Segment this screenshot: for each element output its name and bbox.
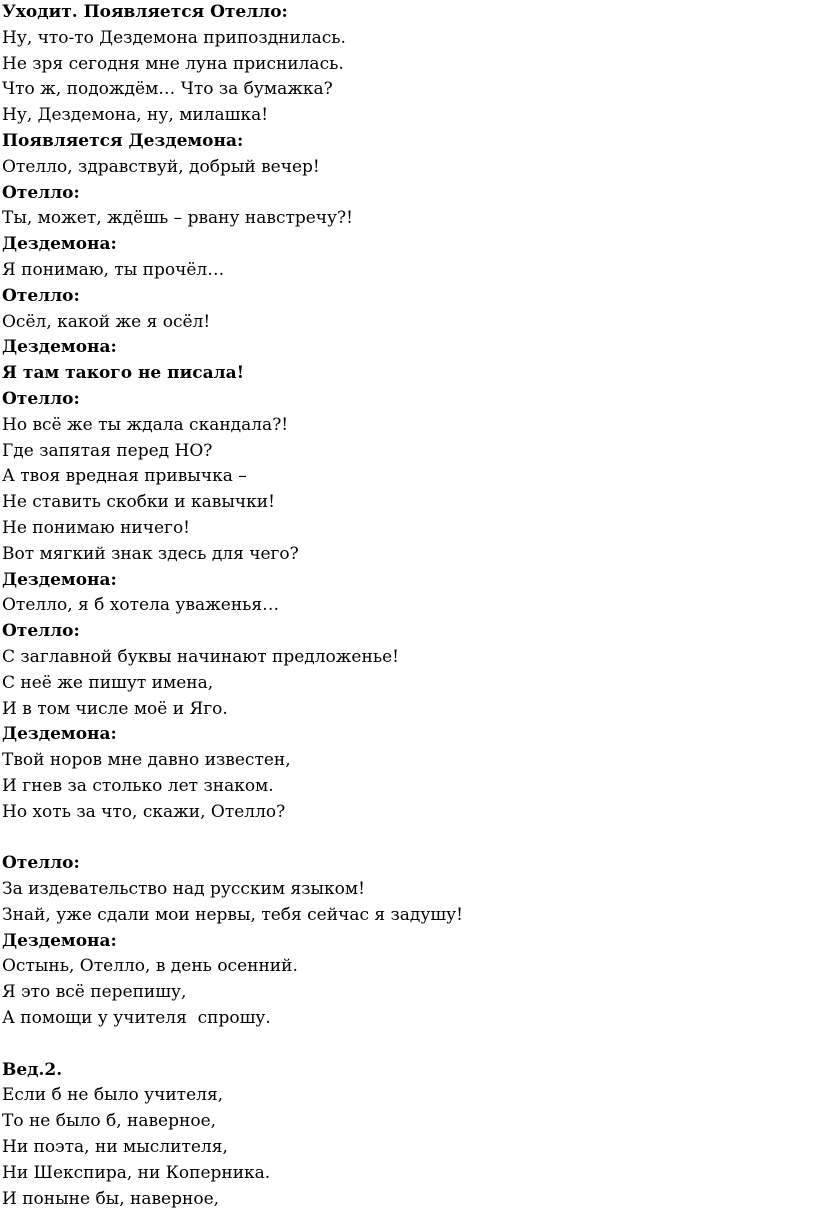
text-line: Отелло, я б хотела уваженья…	[2, 595, 280, 616]
speaker-heading: Дездемона:	[2, 724, 117, 745]
text-line: Ни поэта, ни мыслителя,	[2, 1137, 228, 1158]
speaker-heading: Дездемона:	[2, 234, 117, 255]
speaker-heading: Я там такого не писала!	[2, 363, 245, 384]
text-line: Вот мягкий знак здесь для чего?	[2, 543, 299, 564]
speaker-heading: Появляется Дездемона:	[2, 130, 244, 151]
text-line: Знай, уже сдали мои нервы, тебя сейчас я задушу!	[2, 904, 464, 925]
text-line: А помощи у учителя спрошу.	[2, 1008, 271, 1029]
text-line: Что ж, подождём… Что за бумажка?	[2, 79, 333, 100]
speaker-heading: Уходит. Появляется Отелло:	[2, 2, 288, 22]
text-line: Где запятая перед НО?	[2, 440, 213, 461]
speaker-heading: Отелло:	[2, 285, 80, 306]
document-text	[2, 0, 802, 1212]
text-line: Ты, может, ждёшь – рвану навстречу?!	[2, 208, 353, 229]
text-line: Ну, Дездемона, ну, милашка!	[2, 105, 269, 126]
text-line: Твой норов мне давно известен,	[2, 750, 291, 771]
speaker-heading: Вед.2.	[2, 1059, 63, 1080]
text-line: Если б не было учителя,	[2, 1085, 224, 1106]
speaker-heading: Отелло:	[2, 853, 80, 874]
text-line: Но хоть за что, скажи, Отелло?	[2, 801, 286, 822]
text-line: Но всё же ты ждала скандала?!	[2, 414, 289, 435]
blank-line	[2, 826, 802, 852]
text-line: Я это всё перепишу,	[2, 982, 187, 1003]
text-line: За издевательство над русским языком!	[2, 879, 365, 900]
text-line: И в том числе моё и Яго.	[2, 698, 228, 719]
text-line: То не было б, наверное,	[2, 1111, 217, 1132]
text-line: И поныне бы, наверное,	[2, 1188, 220, 1209]
text-line: И гнев за столько лет знаком.	[2, 775, 274, 796]
blank-line	[2, 1032, 802, 1058]
text-line: С неё же пишут имена,	[2, 672, 214, 693]
text-line: Ну, что-то Дездемона припозднилась.	[2, 27, 346, 48]
text-line: С заглавной буквы начинают предложенье!	[2, 646, 399, 667]
speaker-heading: Дездемона:	[2, 569, 117, 590]
text-line: Не ставить скобки и кавычки!	[2, 492, 275, 513]
speaker-heading: Отелло:	[2, 621, 80, 642]
speaker-heading: Отелло:	[2, 388, 80, 409]
speaker-heading: Дездемона:	[2, 337, 117, 358]
text-line: Остынь, Отелло, в день осенний.	[2, 956, 298, 977]
text-line: А твоя вредная привычка –	[2, 466, 247, 487]
text-line: Ни Шекспира, ни Коперника.	[2, 1162, 271, 1183]
text-line: Я понимаю, ты прочёл…	[2, 259, 225, 280]
speaker-heading: Дездемона:	[2, 930, 117, 951]
speaker-heading: Отелло:	[2, 182, 80, 203]
text-line: Не зря сегодня мне луна приснилась.	[2, 53, 344, 74]
text-line: Отелло, здравствуй, добрый вечер!	[2, 156, 320, 177]
text-line: Осёл, какой же я осёл!	[2, 311, 211, 332]
text-line: Не понимаю ничего!	[2, 517, 191, 538]
